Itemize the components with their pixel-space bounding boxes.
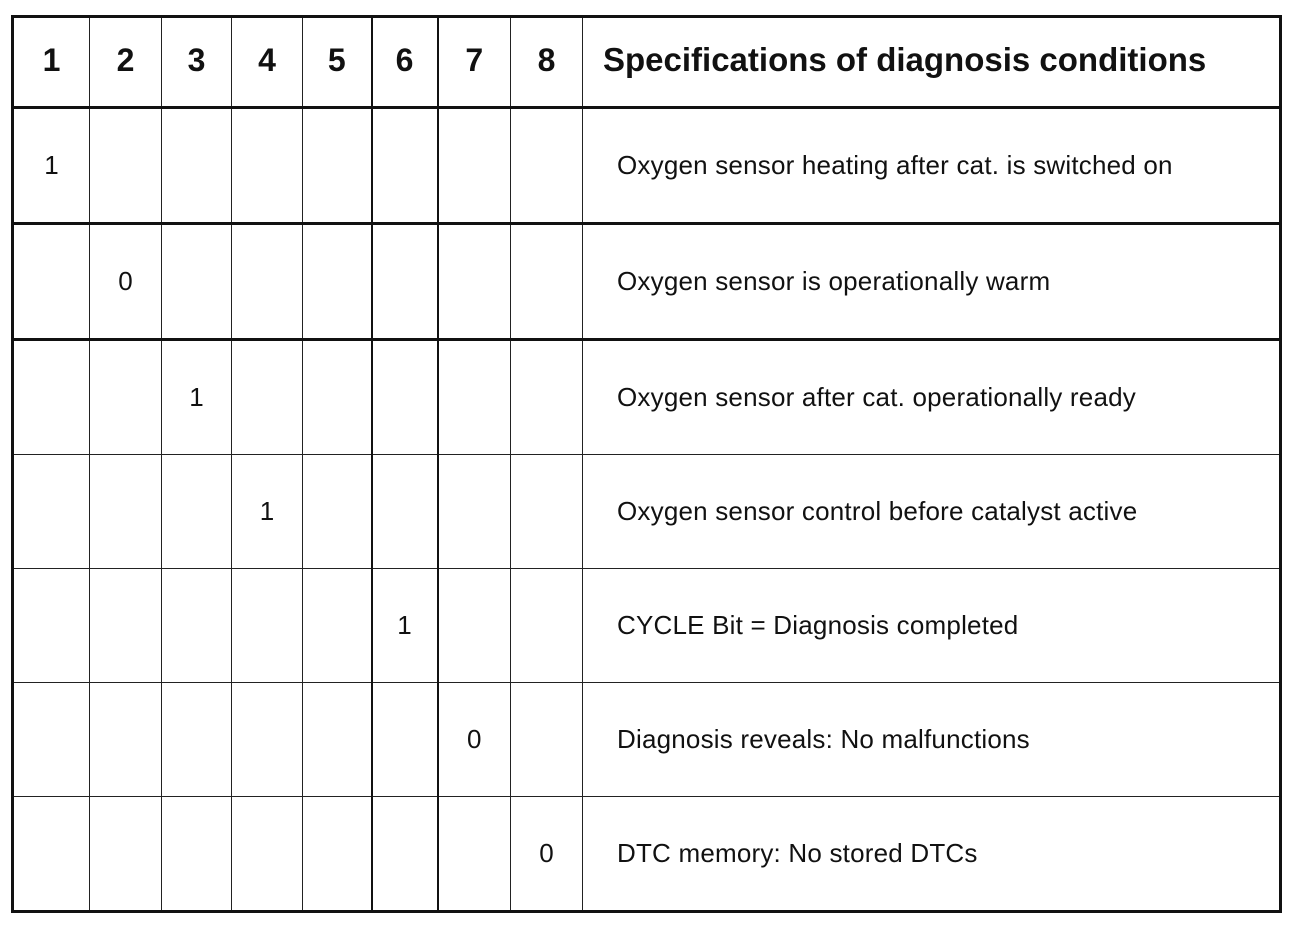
condition-description: Oxygen sensor heating after cat. is switched on	[583, 108, 1281, 224]
bit-cell	[372, 108, 438, 224]
column-header-bit-2: 2	[90, 17, 162, 108]
bit-cell: 1	[162, 340, 232, 455]
table-row	[13, 797, 1281, 912]
bit-cell	[162, 108, 232, 224]
bit-cell	[90, 455, 162, 569]
condition-description: Diagnosis reveals: No malfunctions	[583, 683, 1281, 797]
column-header-bit-5: 5	[303, 17, 372, 108]
bit-cell	[511, 108, 583, 224]
table-row	[13, 455, 1281, 569]
bit-cell	[511, 455, 583, 569]
column-header-bit-8: 8	[511, 17, 583, 108]
bit-cell: 1	[232, 455, 303, 569]
column-header-bit-4: 4	[232, 17, 303, 108]
condition-description: CYCLE Bit = Diagnosis completed	[583, 569, 1281, 683]
bit-cell: 1	[372, 569, 438, 683]
bit-cell	[162, 455, 232, 569]
column-header-bit-1: 1	[13, 17, 90, 108]
bit-cell	[372, 224, 438, 340]
bit-cell	[13, 455, 90, 569]
bit-cell: 0	[511, 797, 583, 912]
bit-cell	[162, 683, 232, 797]
bit-cell	[90, 108, 162, 224]
column-header-bit-7: 7	[438, 17, 511, 108]
condition-description: DTC memory: No stored DTCs	[583, 797, 1281, 912]
bit-cell	[438, 108, 511, 224]
column-header-bit-3: 3	[162, 17, 232, 108]
column-header-bit-6: 6	[372, 17, 438, 108]
bit-cell	[438, 340, 511, 455]
bit-cell	[303, 340, 372, 455]
bit-cell	[90, 340, 162, 455]
bit-cell: 0	[90, 224, 162, 340]
table-row	[13, 683, 1281, 797]
bit-cell	[511, 683, 583, 797]
bit-cell: 1	[13, 108, 90, 224]
bit-cell	[372, 340, 438, 455]
table-row	[13, 108, 1281, 224]
bit-cell	[303, 683, 372, 797]
table-row	[13, 224, 1281, 340]
bit-cell	[13, 683, 90, 797]
bit-cell	[511, 569, 583, 683]
bit-cell	[303, 797, 372, 912]
bit-cell	[372, 683, 438, 797]
bit-cell	[303, 108, 372, 224]
diagnosis-conditions-table	[11, 15, 1282, 913]
condition-description: Oxygen sensor after cat. operationally ready	[583, 340, 1281, 455]
bit-cell	[511, 224, 583, 340]
bit-cell	[232, 569, 303, 683]
bit-cell	[13, 797, 90, 912]
bit-cell	[438, 455, 511, 569]
bit-cell	[90, 683, 162, 797]
bit-cell	[438, 797, 511, 912]
bit-cell	[438, 224, 511, 340]
bit-cell	[13, 224, 90, 340]
bit-cell	[303, 224, 372, 340]
bit-cell	[232, 108, 303, 224]
bit-cell	[438, 569, 511, 683]
bit-cell	[303, 569, 372, 683]
bit-cell	[303, 455, 372, 569]
bit-cell	[232, 683, 303, 797]
bit-cell	[162, 569, 232, 683]
bit-cell: 0	[438, 683, 511, 797]
header-row	[13, 17, 1281, 108]
bit-cell	[232, 340, 303, 455]
bit-cell	[162, 797, 232, 912]
bit-cell	[232, 224, 303, 340]
bit-cell	[372, 797, 438, 912]
bit-cell	[232, 797, 303, 912]
column-header-specifications: Specifications of diagnosis conditions	[583, 17, 1281, 108]
condition-description: Oxygen sensor is operationally warm	[583, 224, 1281, 340]
bit-cell	[162, 224, 232, 340]
bit-cell	[13, 340, 90, 455]
condition-description: Oxygen sensor control before catalyst active	[583, 455, 1281, 569]
bit-cell	[511, 340, 583, 455]
bit-cell	[13, 569, 90, 683]
table-row	[13, 340, 1281, 455]
bit-cell	[372, 455, 438, 569]
table-row	[13, 569, 1281, 683]
bit-cell	[90, 569, 162, 683]
bit-cell	[90, 797, 162, 912]
